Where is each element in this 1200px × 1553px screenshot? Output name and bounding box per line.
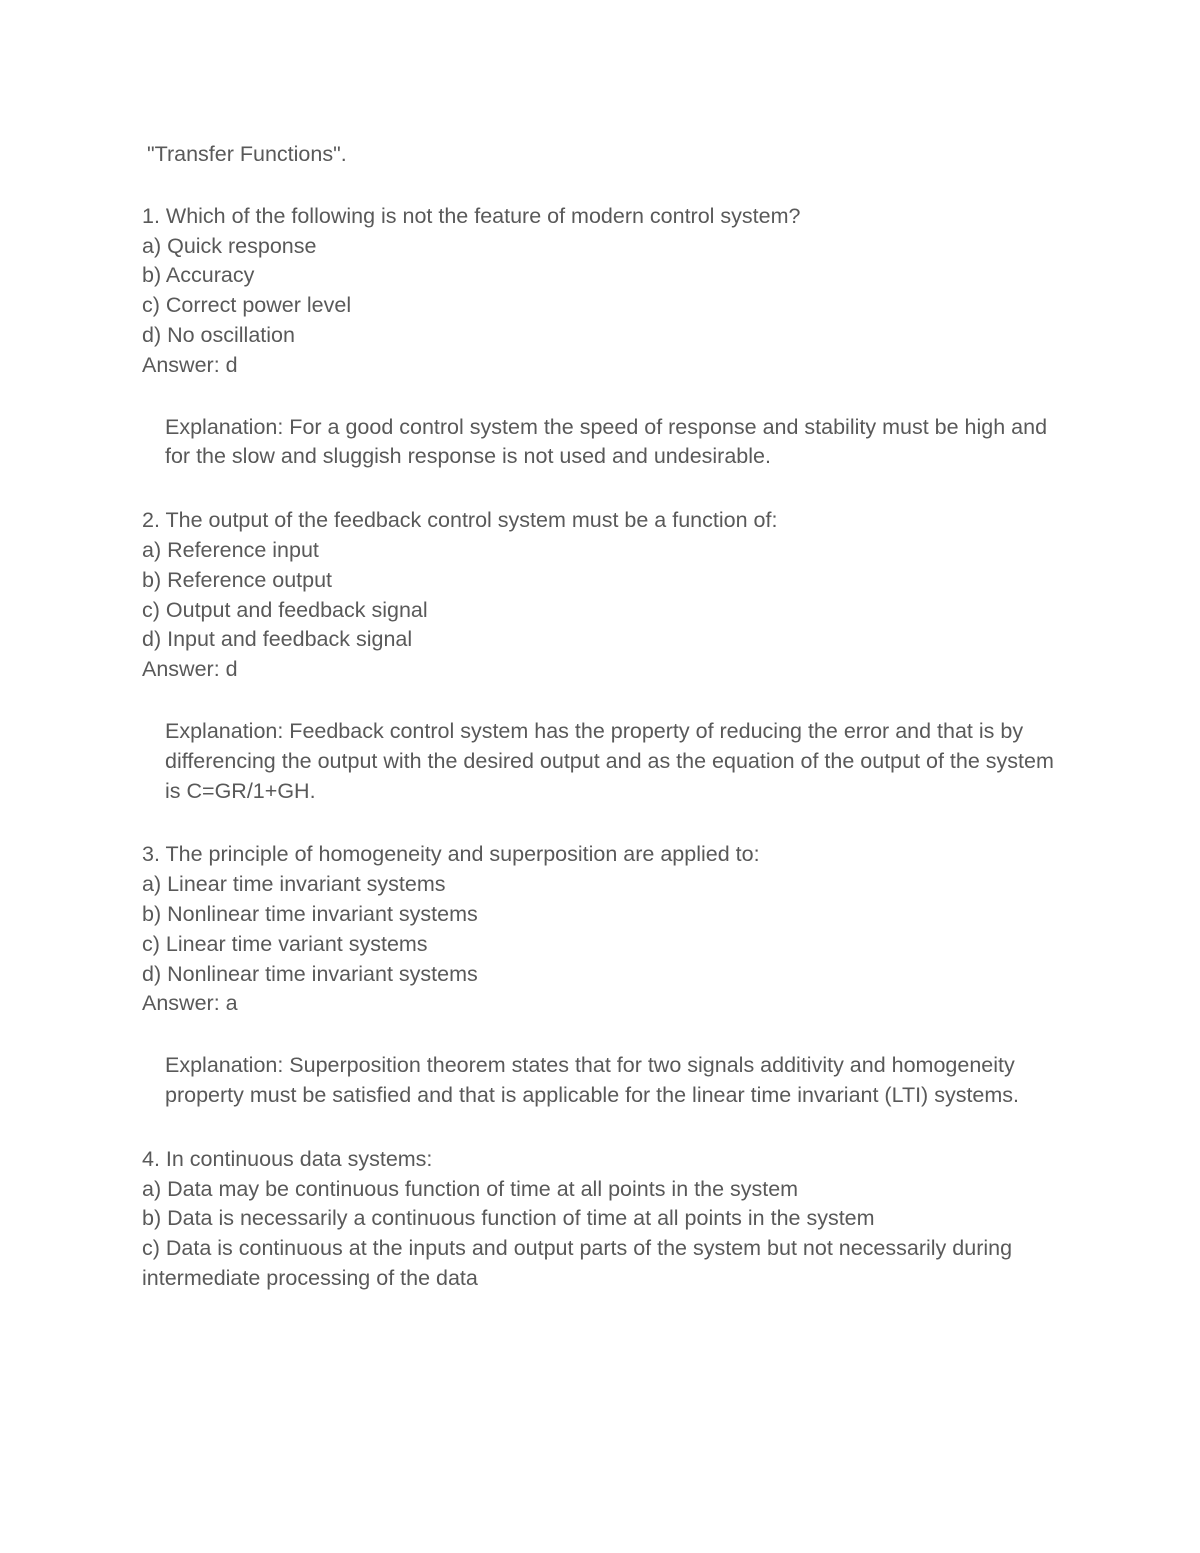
option-a: a) Reference input xyxy=(142,537,319,562)
option-d: d) Input and feedback signal xyxy=(142,627,413,652)
option-d: d) No oscillation xyxy=(142,322,295,347)
option-d: d) Nonlinear time invariant systems xyxy=(142,961,478,986)
question-text: 3. The principle of homogeneity and superposition are applied to: xyxy=(142,842,760,867)
question-3 xyxy=(142,840,1072,1110)
option-c: c) Linear time variant systems xyxy=(142,931,428,956)
option-a: a) Quick response xyxy=(142,233,317,258)
answer: Answer: a xyxy=(142,991,238,1016)
document-page xyxy=(142,140,1072,1294)
question-1 xyxy=(142,202,1072,472)
option-c: c) Correct power level xyxy=(142,293,352,318)
answer: Answer: d xyxy=(142,352,238,377)
option-a: a) Linear time invariant systems xyxy=(142,872,446,897)
question-2 xyxy=(142,506,1072,806)
question-text: 2. The output of the feedback control system must be a function of: xyxy=(142,508,778,533)
option-b: b) Accuracy xyxy=(142,263,255,288)
option-c: c) Data is continuous at the inputs and output parts of the system but not necessarily during intermediate processing of the data xyxy=(142,1236,1013,1290)
question-text: 4. In continuous data systems: xyxy=(142,1146,433,1171)
answer: Answer: d xyxy=(142,657,238,682)
question-4 xyxy=(142,1145,1072,1294)
explanation: Explanation: For a good control system the speed of response and stability must be high and for the slow and sluggish response is not used and undesirable. xyxy=(165,414,1048,469)
explanation: Explanation: Superposition theorem states that for two signals additivity and homogeneity property must be satisfied and that is applicable for the linear time invariant (LTI) systems. xyxy=(165,1053,1020,1107)
option-b: b) Data is necessarily a continuous function of time at all points in the system xyxy=(142,1206,875,1231)
option-c: c) Output and feedback signal xyxy=(142,597,428,622)
option-a: a) Data may be continuous function of time at all points in the system xyxy=(142,1176,799,1201)
document-title: "Transfer Functions". xyxy=(147,142,347,166)
question-text: 1. Which of the following is not the feature of modern control system? xyxy=(142,203,801,228)
option-b: b) Reference output xyxy=(142,567,333,592)
option-b: b) Nonlinear time invariant systems xyxy=(142,901,478,926)
explanation: Explanation: Feedback control system has the property of reducing the error and that is by differencing the output with the desired output and as the equation of the output of the system is C=GR/1+GH. xyxy=(165,718,1054,803)
